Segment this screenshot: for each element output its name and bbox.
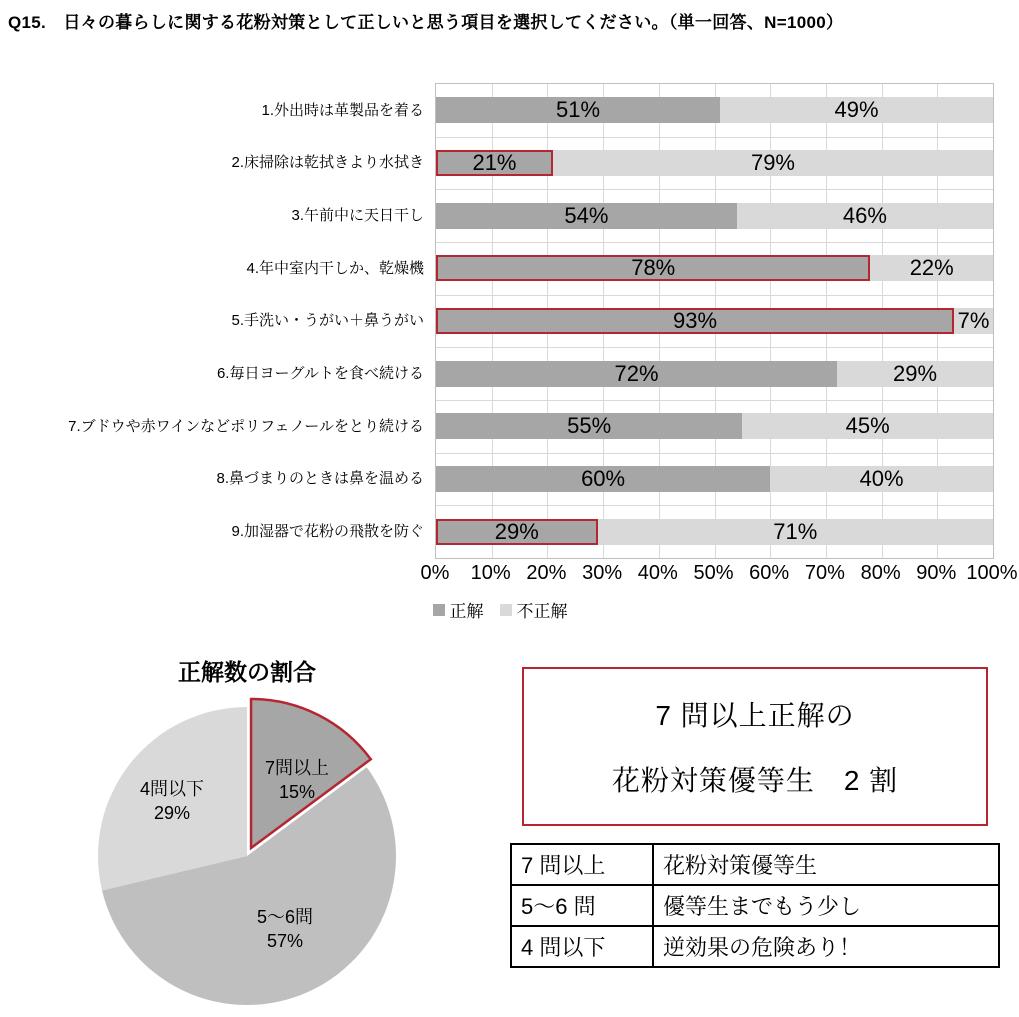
x-axis-tick-label: 80% <box>860 562 901 584</box>
bar-row <box>436 519 993 545</box>
legend-label: 正解 <box>449 602 484 621</box>
bar-category-label: 9.加湿器で花粉の飛散を防ぐ <box>231 523 424 541</box>
bar-chart-x-axis <box>420 562 1018 586</box>
bar-row <box>436 466 993 492</box>
bar-value-label-incorrect: 79% <box>750 150 795 175</box>
gridline-horizontal <box>436 505 993 506</box>
bar-row <box>436 255 993 281</box>
bar-category-label: 1.外出時は革製品を着る <box>261 101 424 119</box>
gridline-horizontal <box>436 137 993 138</box>
pie-slice-label <box>140 777 204 825</box>
legend-label: 不正解 <box>516 602 568 621</box>
x-axis-tick-label: 20% <box>526 562 567 584</box>
x-axis-tick-label: 50% <box>693 562 734 584</box>
gridline-horizontal <box>436 400 993 401</box>
gridline-horizontal <box>436 295 993 296</box>
legend-swatch <box>500 604 512 616</box>
callout-line-2: 花粉対策優等生 2 割 <box>611 765 899 796</box>
bar-category-label: 8.鼻づまりのときは鼻を温める <box>216 470 424 488</box>
x-axis-tick-label: 70% <box>804 562 845 584</box>
bar-chart-legend <box>0 597 1000 622</box>
bar-value-label-correct: 93% <box>672 308 718 333</box>
table-cell-result: 花粉対策優等生 <box>653 844 999 885</box>
bar-category-label: 2.床掃除は乾拭きより水拭き <box>231 154 424 172</box>
legend-item <box>433 597 484 622</box>
pie-slice-label <box>257 905 313 953</box>
bar-segment-incorrect <box>954 308 993 334</box>
table-cell-score: 7 問以上 <box>511 844 653 885</box>
bar-segment-correct <box>436 361 837 387</box>
bar-value-label-incorrect: 22% <box>909 255 954 281</box>
legend-item <box>500 597 568 622</box>
bar-segment-correct-highlighted <box>436 519 598 545</box>
bar-value-label-incorrect: 29% <box>892 360 938 386</box>
bar-value-label-correct: 51% <box>556 97 601 123</box>
callout-box <box>522 667 988 826</box>
bar-segment-incorrect <box>742 413 993 439</box>
bar-category-label: 4.年中室内干しか、乾燥機 <box>246 259 424 277</box>
bar-value-label-correct: 72% <box>614 360 659 386</box>
bar-segment-correct <box>436 97 720 123</box>
stacked-bar-chart-plot-area <box>435 83 994 559</box>
gridline-horizontal <box>436 453 993 454</box>
bar-segment-correct-highlighted <box>436 150 553 176</box>
bar-segment-incorrect <box>837 361 993 387</box>
pie-slice-label-text: 5～6問 <box>256 907 314 927</box>
callout-line-1: 7 問以上正解の <box>655 700 855 731</box>
bar-value-label-incorrect: 49% <box>834 97 879 123</box>
bar-row <box>436 361 993 387</box>
bar-value-label-correct: 21% <box>472 150 517 175</box>
bar-category-label: 3.午前中に天日干し <box>291 207 424 225</box>
bar-row <box>436 150 993 176</box>
gridline-horizontal <box>436 347 993 348</box>
bar-value-label-incorrect: 45% <box>845 413 890 439</box>
x-axis-tick-label: 60% <box>749 562 790 584</box>
survey-question-title: Q15. 日々の暮らしに関する花粉対策として正しいと思う項目を選択してください。（単一回答、N=1000） <box>8 13 844 32</box>
table-cell-result: 逆効果の危険あり！ <box>653 926 999 967</box>
gridline-horizontal <box>436 242 993 243</box>
table-cell-score: 4 問以下 <box>511 926 653 967</box>
bar-category-label: 7.ブドウや赤ワインなどポリフェノールをとり続ける <box>68 417 424 435</box>
bar-segment-correct <box>436 413 742 439</box>
score-legend-table <box>510 843 1000 968</box>
bar-value-label-incorrect: 7% <box>957 308 990 333</box>
bar-segment-incorrect <box>870 255 993 281</box>
x-axis-tick-label: 40% <box>637 562 678 584</box>
bar-segment-correct-highlighted <box>436 255 870 281</box>
bar-segment-incorrect <box>720 97 993 123</box>
bar-value-label-incorrect: 71% <box>773 518 818 544</box>
pie-slice-label-pct: 57% <box>266 931 304 951</box>
bar-row <box>436 308 993 334</box>
bar-value-label-incorrect: 46% <box>842 202 887 228</box>
table-row <box>511 844 999 885</box>
bar-segment-correct <box>436 466 770 492</box>
pie-slice-label <box>265 756 329 804</box>
pie-slice-label-pct: 29% <box>153 803 191 823</box>
pie-chart <box>87 696 407 1016</box>
x-axis-tick-label: 0% <box>420 562 450 584</box>
bar-segment-incorrect <box>553 150 993 176</box>
bar-segment-correct-highlighted <box>436 308 954 334</box>
bar-category-label: 5.手洗い・うがい＋鼻うがい <box>231 312 424 330</box>
bar-value-label-correct: 55% <box>567 413 612 439</box>
bar-row <box>436 413 993 439</box>
legend-swatch <box>433 604 445 616</box>
x-axis-tick-label: 10% <box>470 562 511 584</box>
pie-slice-label-pct: 15% <box>278 782 316 802</box>
table-cell-score: 5～6 問 <box>511 885 653 926</box>
x-axis-tick-label: 100% <box>966 562 1018 584</box>
bar-category-label: 6.毎日ヨーグルトを食べ続ける <box>216 365 424 383</box>
bar-row <box>436 97 993 123</box>
bar-value-label-correct: 78% <box>631 255 676 281</box>
pie-chart-title: 正解数の割合 <box>178 659 316 685</box>
gridline-horizontal <box>436 189 993 190</box>
bar-value-label-correct: 29% <box>494 518 539 544</box>
table-cell-result: 優等生までもう少し <box>653 885 999 926</box>
x-axis-tick-label: 30% <box>582 562 623 584</box>
pie-slice-label-text: 4問以下 <box>139 779 205 799</box>
pie-slice-label-text: 7問以上 <box>264 758 330 778</box>
bar-row <box>436 203 993 229</box>
bar-segment-incorrect <box>598 519 993 545</box>
bar-segment-incorrect <box>737 203 993 229</box>
table-row <box>511 885 999 926</box>
bar-value-label-incorrect: 40% <box>859 466 904 491</box>
bar-chart-category-labels <box>0 83 424 557</box>
table-row <box>511 926 999 967</box>
bar-segment-incorrect <box>770 466 993 492</box>
bar-value-label-correct: 60% <box>581 466 626 491</box>
bar-segment-correct <box>436 203 737 229</box>
x-axis-tick-label: 90% <box>916 562 957 584</box>
bar-value-label-correct: 54% <box>564 202 609 228</box>
